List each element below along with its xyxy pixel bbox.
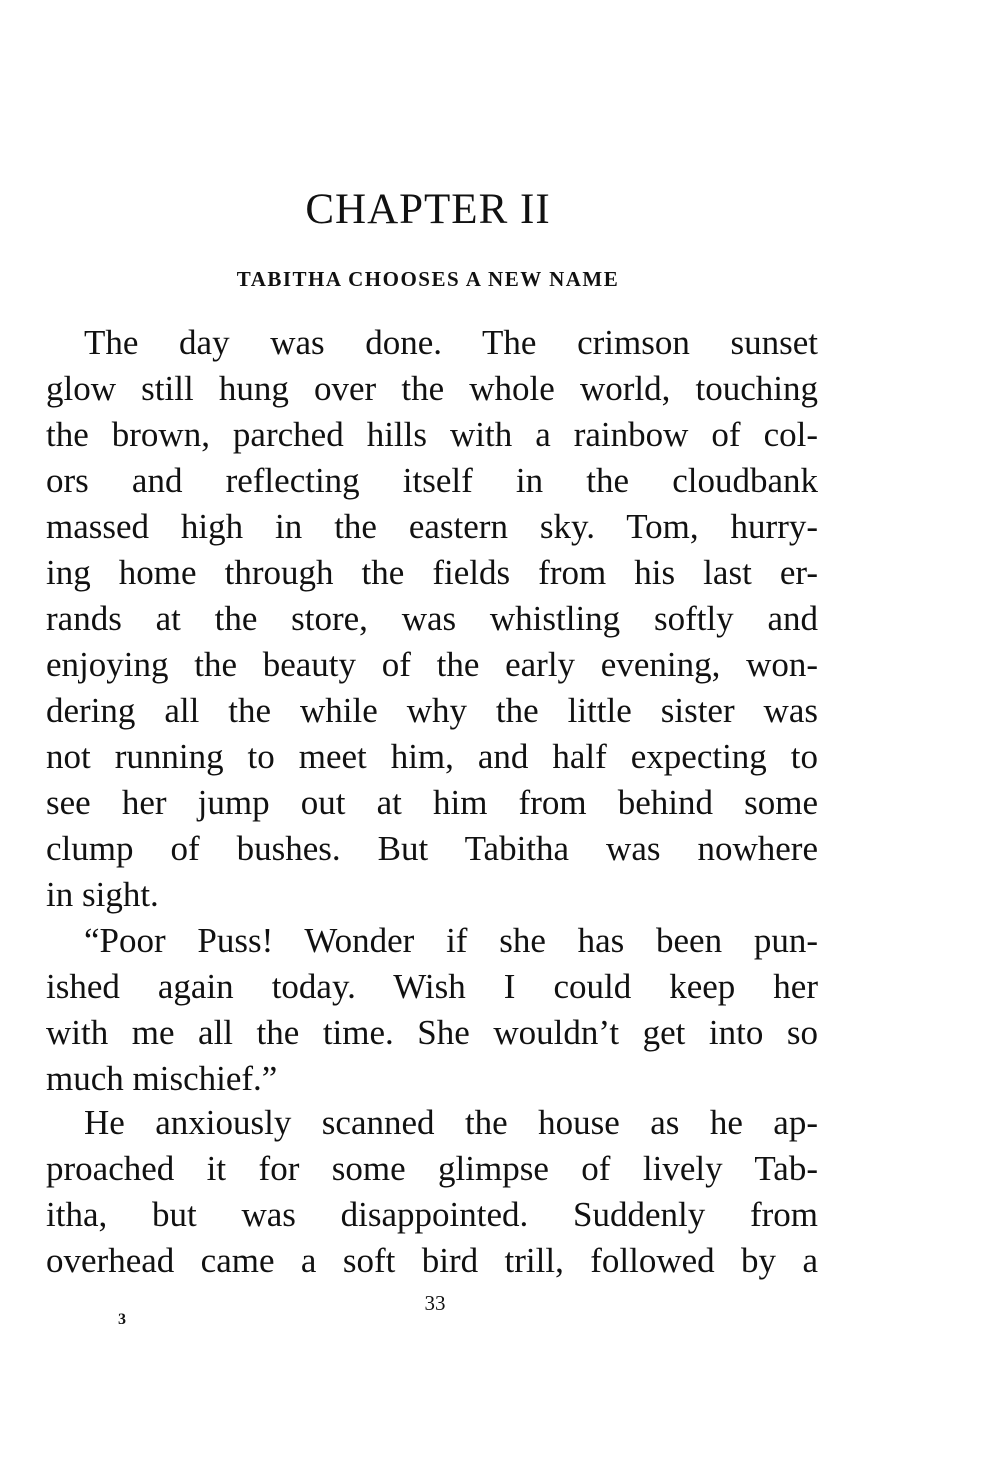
- paragraph-3: [46, 1100, 818, 1284]
- text-line: with me all the time. She wouldn’t get into so: [46, 1013, 818, 1052]
- text-line: glow still hung over the whole world, touching: [46, 369, 818, 408]
- text-line: see her jump out at him from behind some: [46, 783, 818, 822]
- text-line: itha, but was disappointed. Suddenly from: [46, 1195, 818, 1234]
- text-line: in sight.: [46, 875, 159, 914]
- text-line: not running to meet him, and half expecting to: [46, 737, 818, 776]
- text-line: much mischief.”: [46, 1059, 278, 1098]
- text-line: rands at the store, was whistling softly and: [46, 599, 818, 638]
- paragraph-1: [46, 320, 818, 918]
- text-line: the brown, parched hills with a rainbow of col-: [46, 415, 818, 454]
- text-line: dering all the while why the little sister was: [46, 691, 818, 730]
- text-line: massed high in the eastern sky. Tom, hurry-: [46, 507, 818, 546]
- page-number: 33: [424, 1291, 446, 1315]
- chapter-subtitle: TABITHA CHOOSES A NEW NAME: [236, 267, 620, 291]
- signature-mark: 3: [118, 1311, 126, 1328]
- chapter-heading: CHAPTER II: [305, 186, 551, 233]
- text-line: ing home through the fields from his last er-: [46, 553, 818, 592]
- text-line: The day was done. The crimson sunset: [84, 323, 818, 362]
- text-line: He anxiously scanned the house as he ap-: [84, 1103, 818, 1142]
- text-line: overhead came a soft bird trill, followed by a: [46, 1241, 818, 1280]
- text-line: ished again today. Wish I could keep her: [46, 967, 818, 1006]
- paragraph-2: [46, 918, 818, 1102]
- text-line: clump of bushes. But Tabitha was nowhere: [46, 829, 818, 868]
- text-line: ors and reflecting itself in the cloudbank: [46, 461, 818, 500]
- text-line: proached it for some glimpse of lively Tab-: [46, 1149, 818, 1188]
- text-line: enjoying the beauty of the early evening, won-: [46, 645, 818, 684]
- text-line: “Poor Puss! Wonder if she has been pun-: [84, 921, 818, 960]
